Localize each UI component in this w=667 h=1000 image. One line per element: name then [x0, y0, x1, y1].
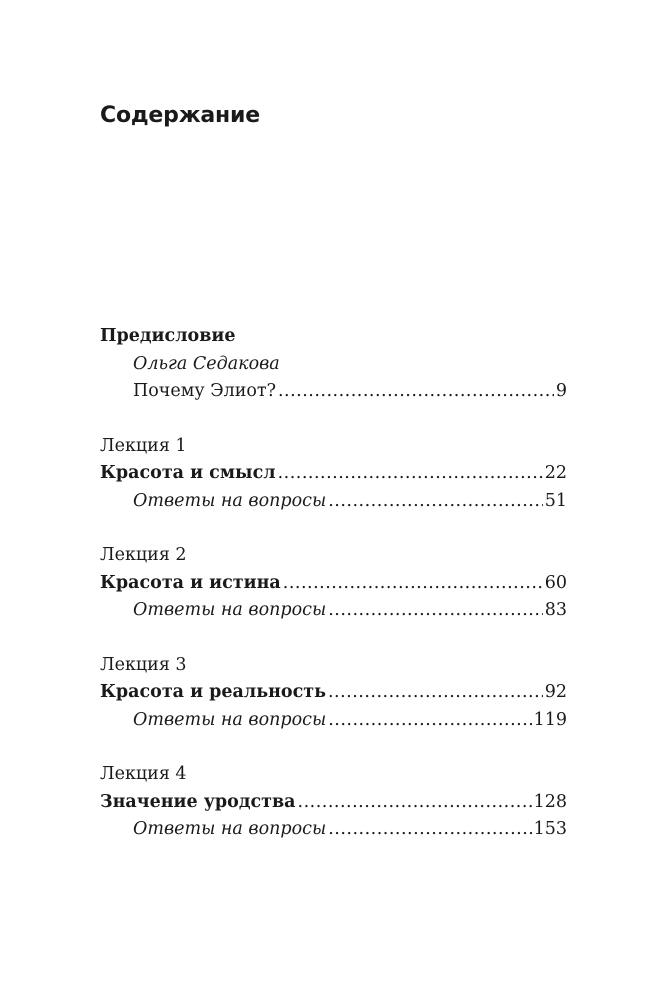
toc-page-number: 22	[544, 463, 567, 483]
toc-lecture-4	[100, 761, 567, 844]
dot-leader	[328, 597, 543, 625]
toc-entry-title: Красота и реальность	[100, 682, 326, 702]
preface-author: Ольга Седакова	[133, 353, 280, 374]
toc-entry-lecture-2[interactable]	[100, 570, 567, 598]
toc-entry-title: Почему Элиот?	[133, 381, 276, 401]
page-title: Содержание	[100, 103, 260, 128]
toc-page-number: 60	[544, 572, 567, 593]
toc-entry-title: Красота и смысл	[100, 463, 276, 483]
toc-lecture-3	[100, 652, 567, 735]
toc-lecture-1	[100, 433, 567, 516]
toc-entry-title: Ответы на вопросы	[133, 600, 327, 620]
table-of-contents	[100, 323, 567, 871]
toc-entry-lecture-1-answers[interactable]	[100, 488, 567, 516]
toc-page-number: 119	[533, 709, 567, 730]
dot-leader	[283, 570, 543, 598]
toc-page-number: 92	[544, 682, 567, 702]
toc-entry-title: Ответы на вопросы	[133, 490, 327, 511]
toc-page-number: 153	[533, 819, 567, 839]
dot-leader	[298, 789, 532, 817]
toc-entry-lecture-3-answers[interactable]	[100, 707, 567, 735]
toc-preface	[100, 323, 567, 406]
toc-entry-title: Ответы на вопросы	[133, 819, 327, 839]
dot-leader	[278, 378, 554, 406]
toc-page-number: 51	[544, 490, 567, 511]
lecture-label: Лекция 4	[100, 764, 187, 784]
lecture-label: Лекция 3	[100, 654, 187, 675]
toc-entry-preface[interactable]	[100, 378, 567, 406]
dot-leader	[328, 488, 543, 516]
toc-entry-lecture-4-answers[interactable]	[100, 816, 567, 844]
toc-entry-title: Красота и истина	[100, 572, 281, 593]
toc-page-number: 128	[533, 791, 567, 812]
toc-page-number: 9	[555, 381, 567, 401]
toc-entry-lecture-3[interactable]	[100, 679, 567, 707]
preface-heading: Предисловие	[100, 326, 236, 346]
lecture-label: Лекция 1	[100, 435, 187, 456]
dot-leader	[328, 707, 531, 735]
toc-lecture-2	[100, 542, 567, 625]
toc-entry-title: Ответы на вопросы	[133, 709, 327, 730]
toc-entry-lecture-1[interactable]	[100, 460, 567, 488]
toc-entry-title: Значение уродства	[100, 791, 296, 812]
dot-leader	[328, 679, 543, 707]
toc-entry-lecture-2-answers[interactable]	[100, 597, 567, 625]
dot-leader	[328, 816, 531, 844]
toc-page-number: 83	[544, 600, 567, 620]
dot-leader	[278, 460, 543, 488]
lecture-label: Лекция 2	[100, 545, 187, 565]
toc-entry-lecture-4[interactable]	[100, 789, 567, 817]
